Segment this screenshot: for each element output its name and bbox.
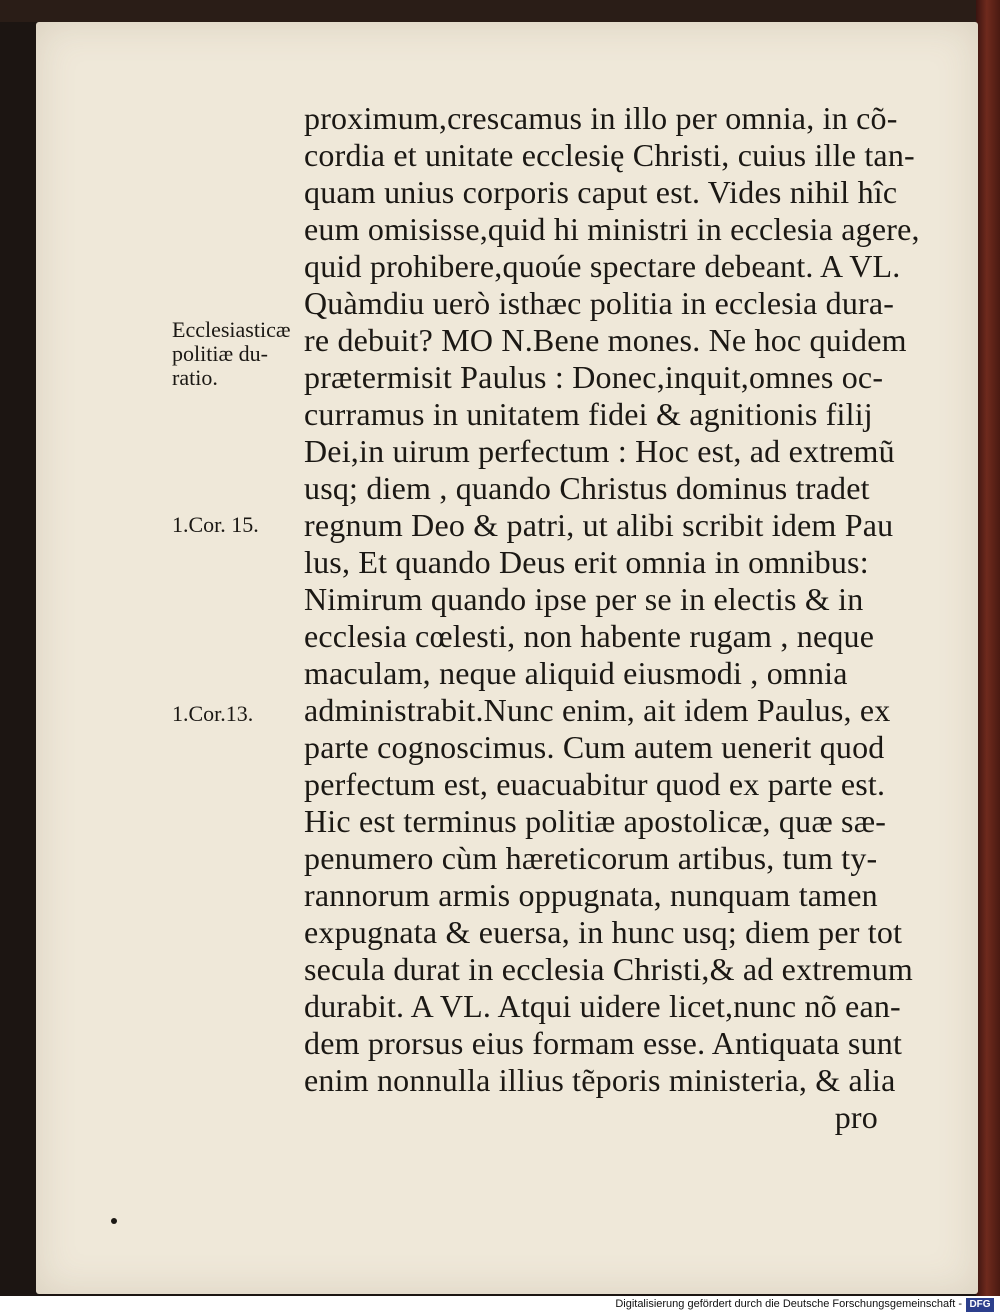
text-line: curramus in unitatem fidei & agnitionis filij bbox=[304, 396, 873, 432]
margin-note-1-cor-15: 1.Cor. 15. bbox=[172, 512, 259, 537]
text-line: usq; diem , quando Christus dominus tradet bbox=[304, 470, 870, 506]
dfg-logo: DFG bbox=[966, 1298, 994, 1312]
text-line: quid prohibere,quoúe spectare debeant. A VL. bbox=[304, 248, 901, 284]
text-line: maculam, neque aliquid eiusmodi , omnia bbox=[304, 655, 848, 691]
text-line: administrabit.Nunc enim, ait idem Paulus, ex bbox=[304, 692, 891, 728]
funding-credit: Digitalisierung gefördert durch die Deutsche Forschungsgemeinschaft - bbox=[615, 1298, 962, 1310]
catchword: pro bbox=[834, 1099, 878, 1135]
margin-note-line: Ecclesiasticæ bbox=[172, 317, 291, 342]
text-line: Nimirum quando ipse per se in electis & in bbox=[304, 581, 864, 617]
book-page bbox=[36, 22, 978, 1294]
text-line: re debuit? MO N.Bene mones. Ne hoc quidem bbox=[304, 322, 907, 358]
text-line: expugnata & euersa, in hunc usq; diem per tot bbox=[304, 914, 903, 950]
text-line: regnum Deo & patri, ut alibi scribit idem Pau bbox=[304, 507, 894, 543]
text-line: Hic est terminus politiæ apostolicæ, quæ sæ- bbox=[304, 803, 887, 839]
text-line: durabit. A VL. Atqui uidere licet,nunc nõ ean- bbox=[304, 988, 901, 1024]
margin-note-1-cor-13: 1.Cor.13. bbox=[172, 701, 254, 726]
margin-note-line: politiæ du- bbox=[172, 341, 268, 366]
ink-spot bbox=[111, 1218, 117, 1224]
text-line: penumero cùm hæreticorum artibus, tum ty- bbox=[304, 840, 878, 876]
text-line: ecclesia cœlesti, non habente rugam , neque bbox=[304, 618, 875, 654]
text-line: perfectum est, euacuabitur quod ex parte est. bbox=[304, 766, 886, 802]
text-line: lus, Et quando Deus erit omnia in omnibus: bbox=[304, 544, 869, 580]
text-line: dem prorsus eius formam esse. Antiquata sunt bbox=[304, 1025, 903, 1061]
digitization-footer bbox=[0, 1296, 1000, 1315]
text-line: Dei,in uirum perfectum : Hoc est, ad extremũ bbox=[304, 433, 895, 469]
text-line: enim nonnulla illius tẽporis ministeria, & alia bbox=[304, 1062, 896, 1098]
text-line: prætermisit Paulus : Donec,inquit,omnes oc- bbox=[304, 359, 884, 395]
text-line: rannorum armis oppugnata, nunquam tamen bbox=[304, 877, 878, 913]
text-line: proximum,crescamus in illo per omnia, in cõ- bbox=[304, 100, 898, 136]
text-line: Quàmdiu uerò isthæc politia in ecclesia dura- bbox=[304, 285, 895, 321]
scan-frame-top bbox=[0, 0, 1000, 22]
text-line: quam unius corporis caput est. Vides nihil hîc bbox=[304, 174, 898, 210]
text-line: eum omisisse,quid hi ministri in ecclesia agere, bbox=[304, 211, 920, 247]
text-line: parte cognoscimus. Cum autem uenerit quod bbox=[304, 729, 885, 765]
book-spine-edge bbox=[976, 0, 1000, 1300]
text-line: secula durat in ecclesia Christi,& ad extremum bbox=[304, 951, 913, 987]
text-line: cordia et unitate ecclesię Christi, cuius ille tan- bbox=[304, 137, 915, 173]
margin-note-line: ratio. bbox=[172, 365, 218, 390]
margin-note-ecclesiastical-polity bbox=[172, 318, 291, 390]
